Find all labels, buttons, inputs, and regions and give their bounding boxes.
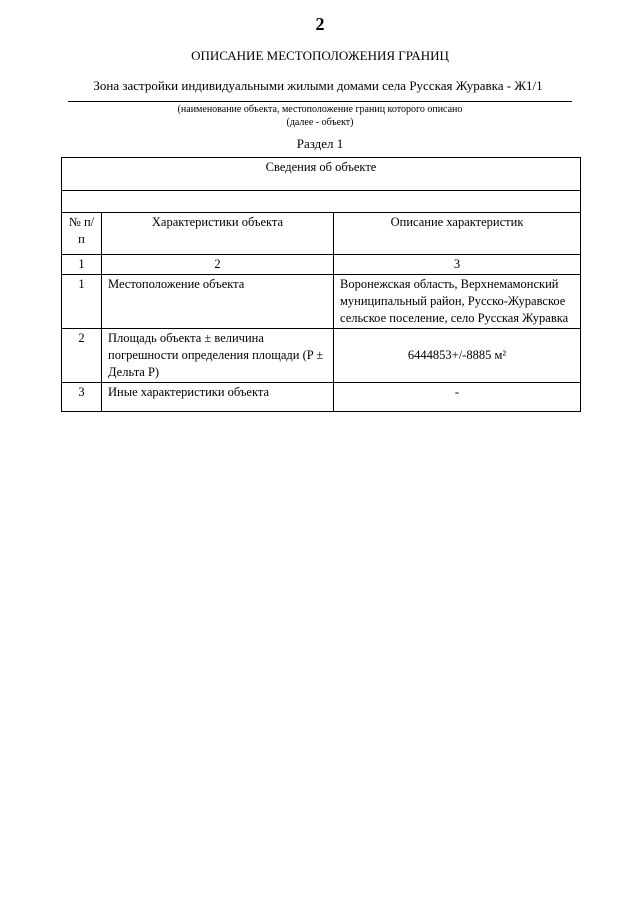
page-number: 2 (315, 14, 325, 34)
table-row (62, 329, 581, 383)
row-characteristic: Иные характеристики объекта (102, 383, 334, 412)
table-spacer-row (62, 191, 581, 213)
column-number: 2 (102, 255, 334, 275)
table-row (62, 383, 581, 412)
object-name-underline (68, 101, 572, 102)
column-number-row (62, 255, 581, 275)
row-description: - (334, 383, 581, 412)
row-number: 3 (62, 383, 102, 412)
column-number: 1 (62, 255, 102, 275)
caption-line-1: (наименование объекта, местоположение границ которого описано (177, 104, 463, 115)
object-info-table (61, 157, 581, 412)
row-description: 6444853+/-8885 м² (334, 329, 581, 383)
table-header-row (62, 158, 581, 191)
table-spacer-cell (62, 191, 581, 213)
row-characteristic: Площадь объекта ± величина погрешности определения площади (P ± Дельта P) (102, 329, 334, 383)
column-header-characteristic: Характеристики объекта (102, 213, 334, 255)
row-description: Воронежская область, Верхнемамонский муниципальный район, Русско-Журавское сельское поселение, село Русская Журавка (334, 275, 581, 329)
table-header: Сведения об объекте (62, 158, 581, 191)
column-header-num: № п/п (62, 213, 102, 255)
row-number: 1 (62, 275, 102, 329)
section-label: Раздел 1 (296, 136, 344, 151)
column-header-description: Описание характеристик (334, 213, 581, 255)
caption-line-2: (далее - объект) (286, 117, 354, 128)
column-header-row (62, 213, 581, 255)
row-number: 2 (62, 329, 102, 383)
table-row (62, 275, 581, 329)
object-name-caption (0, 103, 640, 129)
document-title: ОПИСАНИЕ МЕСТОПОЛОЖЕНИЯ ГРАНИЦ (191, 48, 449, 63)
object-name: Зона застройки индивидуальными жилыми домами села Русская Журавка - Ж1/1 (93, 78, 543, 93)
column-number: 3 (334, 255, 581, 275)
row-characteristic: Местоположение объекта (102, 275, 334, 329)
